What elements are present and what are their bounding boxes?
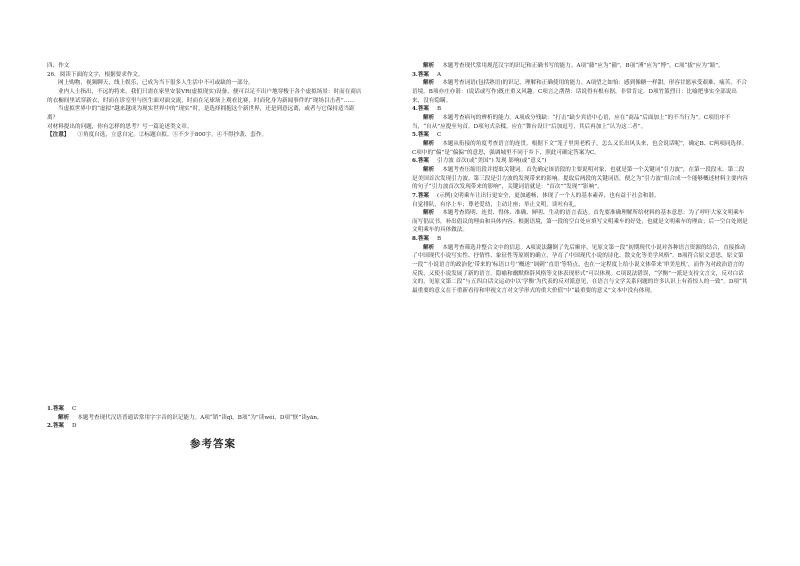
essay-paragraph-1: 网上购物，视频聊天，线上娱乐，已成为当下很多人生活中不可或缺的一部分。 (58, 80, 254, 87)
answer-7-value: (示例)文明乘车让出行更安全，更加通畅，体现了一个人的基本素养，也有益于社会和谐。 (437, 192, 660, 199)
section-heading: 四、作文 (47, 63, 70, 69)
analysis-text: 本题考查词语(包括熟语)的识记、理解和正确使用的能力。A项望之如怡：感到像糖一样甜，形容甘愿承受艰难、痛苦、不合语境。B项亦庄亦谐：(说话或写作)既庄重又风趣。C项言之凿凿：话说得有根有据，非常肯定。D项竹篮烈日：比喻把事实全部说出来，没有隐瞒。 (412, 80, 748, 104)
answer-7 (412, 192, 748, 201)
answer-1-analysis (47, 414, 363, 423)
answer-6-value: 引力波 首次(或“美国”) 发现 影响(或“意义”) (437, 158, 547, 165)
answer-3 (412, 71, 748, 80)
question-26-intro: 26．阅读下面的文字，根据要求作文。 (47, 71, 144, 78)
answer-5 (412, 131, 748, 140)
answer-8-label: 8.答案 (412, 236, 430, 243)
right-column (412, 0, 748, 296)
answer-2-analysis (412, 62, 748, 71)
analysis-label: 解析 (423, 210, 435, 217)
answer-2-label: 2.答案 (47, 423, 65, 430)
answer-5-value: C (437, 132, 442, 139)
answer-4-value: B (437, 106, 442, 113)
answer-4-analysis (412, 114, 748, 131)
essay-paragraph-4: 对材料提出的问题，你有怎样的思考？写一篇论述类文章。 (47, 123, 193, 130)
essay-paragraph-2: 业内人士指出，不远的将来，我们只需在家里安装VR(虚拟现实)设备，便可以足不出户地穿梭于各个虚拟场景：时而在商店的衣橱间里试穿新衣，时而在诊室里与医生面对面交流，时而在足球场上观看比赛，时而化身为新闻事件的“现场目击者”…… (47, 88, 362, 104)
answer-3-analysis (412, 79, 748, 105)
analysis-label: 解析 (423, 80, 435, 87)
answer-4 (412, 105, 748, 114)
analysis-text: 本题考查简明、连贯、得体、准确、鲜明、生动的语言表达。首先要准确理解所给材料的基本意思：为了呼吁大家文明乘车而写倡议书，补出倡议的理由和具体内容。根据语境，第一段的空白处应填写文明乘车的好处，也就是文明乘车的理由；后一空白处则是文明乘车的具体做法。 (412, 210, 748, 234)
answer-5-analysis (412, 140, 748, 157)
essay-note (47, 131, 363, 140)
analysis-text: 本题考查筛选并整合文中的信息。A项说法翻倒了先后顺序，见原文第一段“初期现代小说对各种语言资源的结合，直接推动了中国现代小说写实性、抒情性、象征性等原则的确立，孕育了中国现代小说的诗化、散文化等美学风格”。B项符合原文意思，原文第一段“‘小说语言的政治化’带来的‘标语口号’‘概述’‘讽刺’‘直语’等特点，也在一定程度上给小说文体带来‘审美危机’，而作为对政治语言的反拨，又使小说发展了新的语言。隐喻和幽默修辞风格等文体表现形式”可以体现。C项说法错误，“学衡”一派是支持文言文，反对白话文的，见原文第二段“与五四白话文运动中以‘学衡’为代表的反对派意见，在语言与文学关系问题的许多认识上有着惊人的一致”。D项“其最重要的意义在于重新看待和审视文言对文学形式的重大价值”中“最重要的意义”文本中没有体现。 (412, 244, 748, 295)
answer-2 (47, 422, 363, 431)
answer-7-value-2: 自觉排队，有序上车；尊老爱幼，主动让座；举止文明，谈吐有礼。 (412, 201, 580, 208)
answer-key-title: 参考答案 (190, 438, 236, 450)
answer-5-label: 5.答案 (412, 132, 430, 139)
answer-3-label: 3.答案 (412, 71, 430, 78)
analysis-label: 解析 (423, 166, 435, 173)
answer-1 (47, 405, 363, 414)
essay-paragraph-3: 当虚拟世界中的“虚拟”越来越成为现实世界中的“现实”时，是选择拥抱这个新世界，还是到意远离，或者与它保持适当距离？ (47, 106, 355, 121)
left-column (47, 0, 363, 431)
answer-3-value: A (437, 71, 442, 78)
answer-6-label: 6.答案 (412, 158, 430, 165)
answer-6-analysis (412, 166, 748, 192)
answer-7-label: 7.答案 (412, 192, 430, 199)
answer-7-analysis (412, 209, 748, 235)
note-text: ①角度自选，立意自定。②标题自拟。③不少于800字。④不得抄袭、套作。 (77, 132, 268, 139)
answer-8-analysis (412, 244, 748, 296)
analysis-label: 解析 (423, 114, 435, 121)
answer-6 (412, 157, 748, 166)
answer-8-value: B (437, 236, 442, 243)
analysis-text: 本题考查病句的辨析的能力。A项成分残缺：“打击”缺少宾语中心语，应在“商品”后面加上“的不当行为”。C项语序不当，“自从”应提至句首。D项句式杂糅，应在“舞台设计”后加逗号，其后再加上“认为这二者”。 (412, 114, 731, 130)
note-label: 【注意】 (47, 132, 70, 139)
analysis-label: 解析 (58, 414, 70, 421)
analysis-label: 解析 (423, 140, 435, 147)
answer-2-value: D (72, 423, 77, 430)
answer-1-label: 1.答案 (47, 405, 65, 412)
answer-4-label: 4.答案 (412, 106, 430, 113)
analysis-text: 本题考查现代常用规范汉字的识记和正确书写的能力。A项“藤”应为“籀”，B项“溥”应为“博”，C项“拔”应为“跋”。 (442, 63, 724, 69)
answer-8 (412, 235, 748, 244)
analysis-text: 本题从衔接的角度考查语言的连贯。根据下文“笼子里黑老鸦子，怎么又长出风头来，也会说话呢”，确定B、C两项同选择。C项中的“偏”是“偏偏”的意思，强调城里不同于乡下，照此可确定答案为C。 (412, 140, 748, 156)
analysis-text: 本题考查现代汉语普通话常用字字音的识记能力。A项“销”读qī，B项“为”读wéi，D项“恹”读yān。 (77, 414, 323, 421)
analysis-label: 解析 (423, 63, 435, 69)
analysis-text: 本题考查压缩语段并提取关键词。首先确定该语段的主要说明对象，也就是第一个关键词“引力波”，在第一段段末。第二段是美国首次发现引力波。第三段是引力波的发现带来的影响。提取后两段的关键词语，便之为“引力波”组合成一个能够概述材料主要内容的句子“引力波首次发现带来的影响”，关键词语就是：“首次”“发现”“影响”。 (412, 166, 748, 191)
answer-1-value: C (72, 405, 77, 412)
analysis-label: 解析 (423, 244, 435, 251)
